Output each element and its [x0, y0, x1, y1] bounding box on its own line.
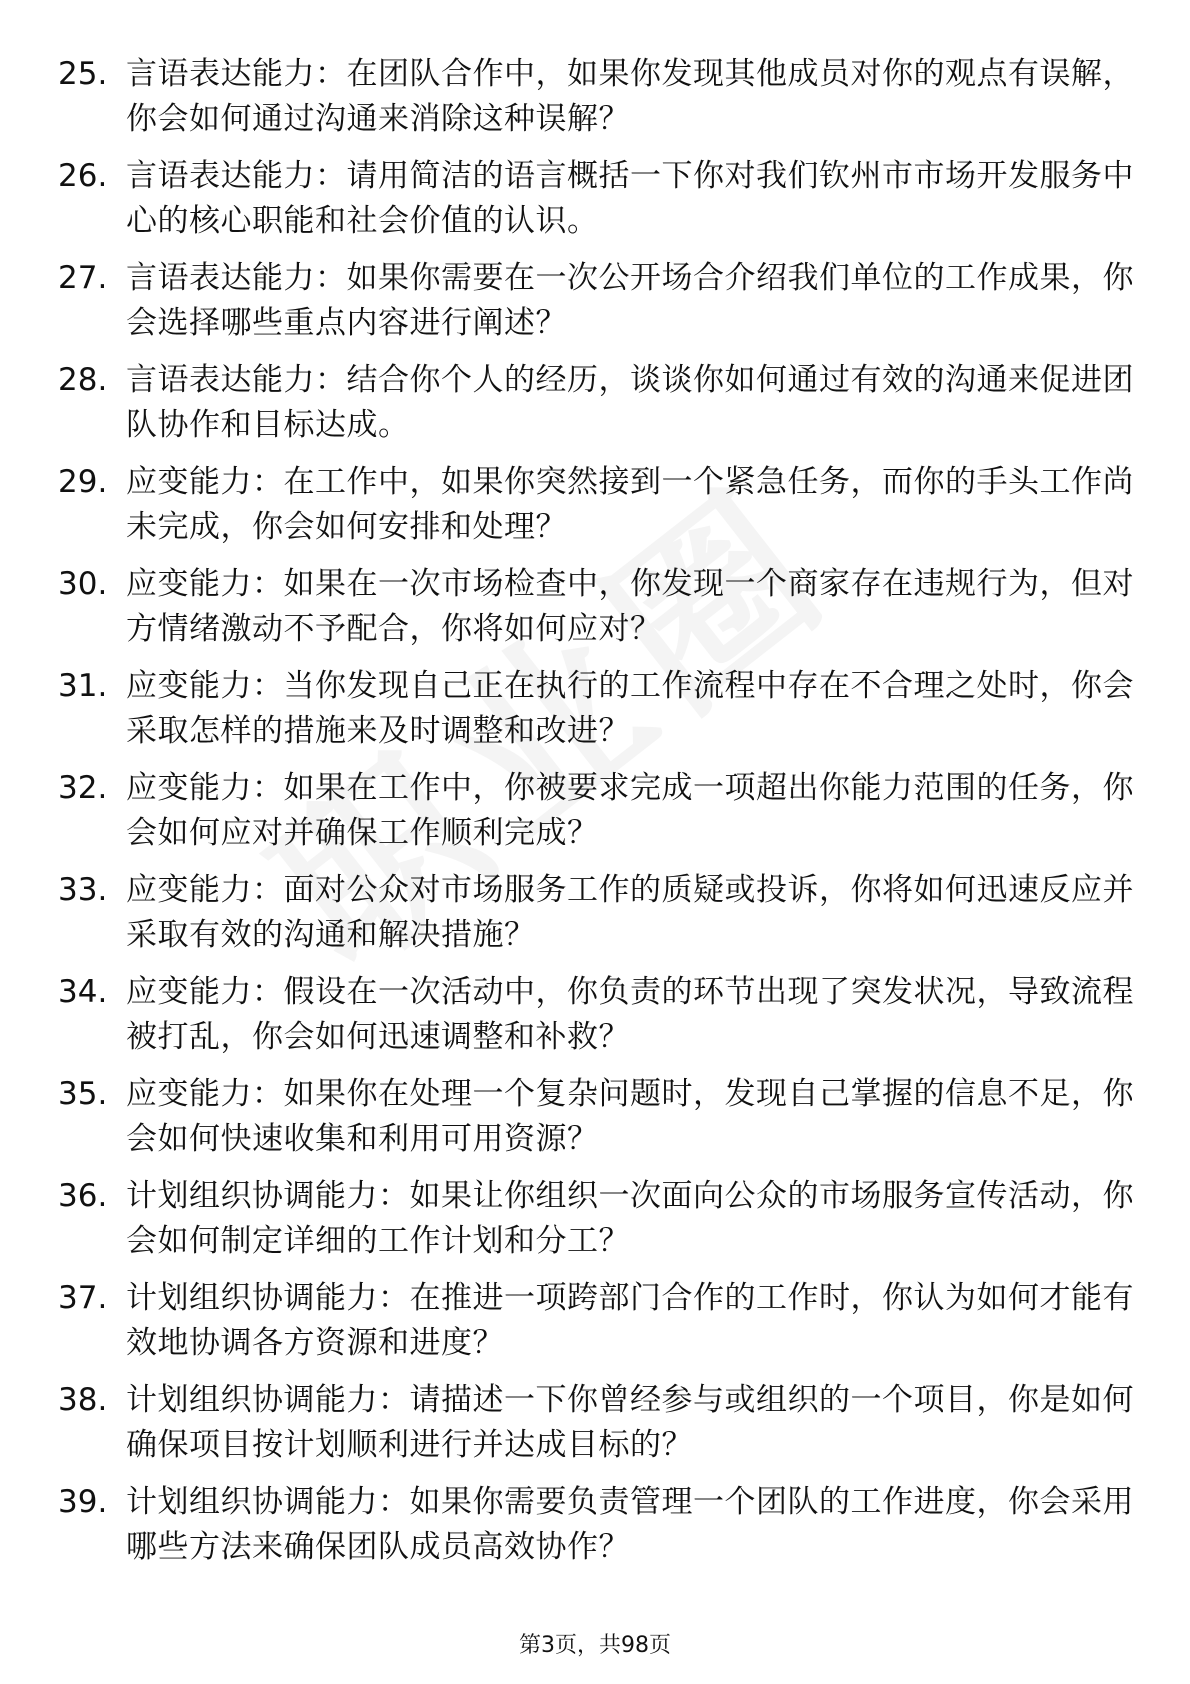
question-number: 37.	[58, 1280, 108, 1316]
question-number: 28.	[58, 362, 108, 398]
question-number: 35.	[58, 1076, 108, 1112]
question-item	[58, 52, 1138, 154]
question-number: 36.	[58, 1178, 108, 1214]
question-text: 计划组织协调能力：请描述一下你曾经参与或组织的一个项目，你是如何确保项目按计划顺利进行并达成目标的？	[126, 1382, 1134, 1463]
question-number: 31.	[58, 668, 108, 704]
question-item	[58, 358, 1138, 460]
question-number: 34.	[58, 974, 108, 1010]
question-item	[58, 1480, 1138, 1582]
question-text: 言语表达能力：如果你需要在一次公开场合介绍我们单位的工作成果，你会选择哪些重点内容进行阐述？	[126, 260, 1134, 341]
question-item	[58, 1276, 1138, 1378]
question-item	[58, 868, 1138, 970]
question-item	[58, 766, 1138, 868]
question-item	[58, 1072, 1138, 1174]
question-text: 应变能力：如果在工作中，你被要求完成一项超出你能力范围的任务，你会如何应对并确保工作顺利完成？	[126, 770, 1134, 851]
question-text: 计划组织协调能力：在推进一项跨部门合作的工作时，你认为如何才能有效地协调各方资源和进度？	[126, 1280, 1134, 1361]
question-number: 30.	[58, 566, 108, 602]
question-item	[58, 664, 1138, 766]
question-number: 26.	[58, 158, 108, 194]
question-item	[58, 970, 1138, 1072]
question-text: 计划组织协调能力：如果你需要负责管理一个团队的工作进度，你会采用哪些方法来确保团队成员高效协作？	[126, 1484, 1134, 1565]
question-text: 应变能力：如果你在处理一个复杂问题时，发现自己掌握的信息不足，你会如何快速收集和利用可用资源？	[126, 1076, 1134, 1157]
question-text: 应变能力：如果在一次市场检查中，你发现一个商家存在违规行为，但对方情绪激动不予配合，你将如何应对？	[126, 566, 1134, 647]
question-item	[58, 1378, 1138, 1480]
question-number: 33.	[58, 872, 108, 908]
question-item	[58, 256, 1138, 358]
question-number: 29.	[58, 464, 108, 500]
page-number-label: 第3页，共98页	[519, 1633, 671, 1658]
question-item	[58, 460, 1138, 562]
question-number: 25.	[58, 56, 108, 92]
question-text: 言语表达能力：请用简洁的语言概括一下你对我们钦州市市场开发服务中心的核心职能和社会价值的认识。	[126, 158, 1134, 239]
question-text: 应变能力：面对公众对市场服务工作的质疑或投诉，你将如何迅速反应并采取有效的沟通和解决措施？	[126, 872, 1134, 953]
question-item	[58, 154, 1138, 256]
question-list	[58, 52, 1138, 1582]
question-number: 39.	[58, 1484, 108, 1520]
question-number: 32.	[58, 770, 108, 806]
question-item	[58, 1174, 1138, 1276]
question-number: 27.	[58, 260, 108, 296]
question-item	[58, 562, 1138, 664]
question-text: 计划组织协调能力：如果让你组织一次面向公众的市场服务宣传活动，你会如何制定详细的工作计划和分工？	[126, 1178, 1134, 1259]
page-footer	[0, 1628, 1190, 1659]
question-text: 应变能力：在工作中，如果你突然接到一个紧急任务，而你的手头工作尚未完成，你会如何安排和处理？	[126, 464, 1134, 545]
question-text: 应变能力：假设在一次活动中，你负责的环节出现了突发状况，导致流程被打乱，你会如何迅速调整和补救？	[126, 974, 1134, 1055]
question-number: 38.	[58, 1382, 108, 1418]
question-text: 言语表达能力：结合你个人的经历，谈谈你如何通过有效的沟通来促进团队协作和目标达成。	[126, 362, 1134, 443]
question-text: 应变能力：当你发现自己正在执行的工作流程中存在不合理之处时，你会采取怎样的措施来及时调整和改进？	[126, 668, 1134, 749]
question-text: 言语表达能力：在团队合作中，如果你发现其他成员对你的观点有误解，你会如何通过沟通来消除这种误解？	[126, 56, 1134, 137]
